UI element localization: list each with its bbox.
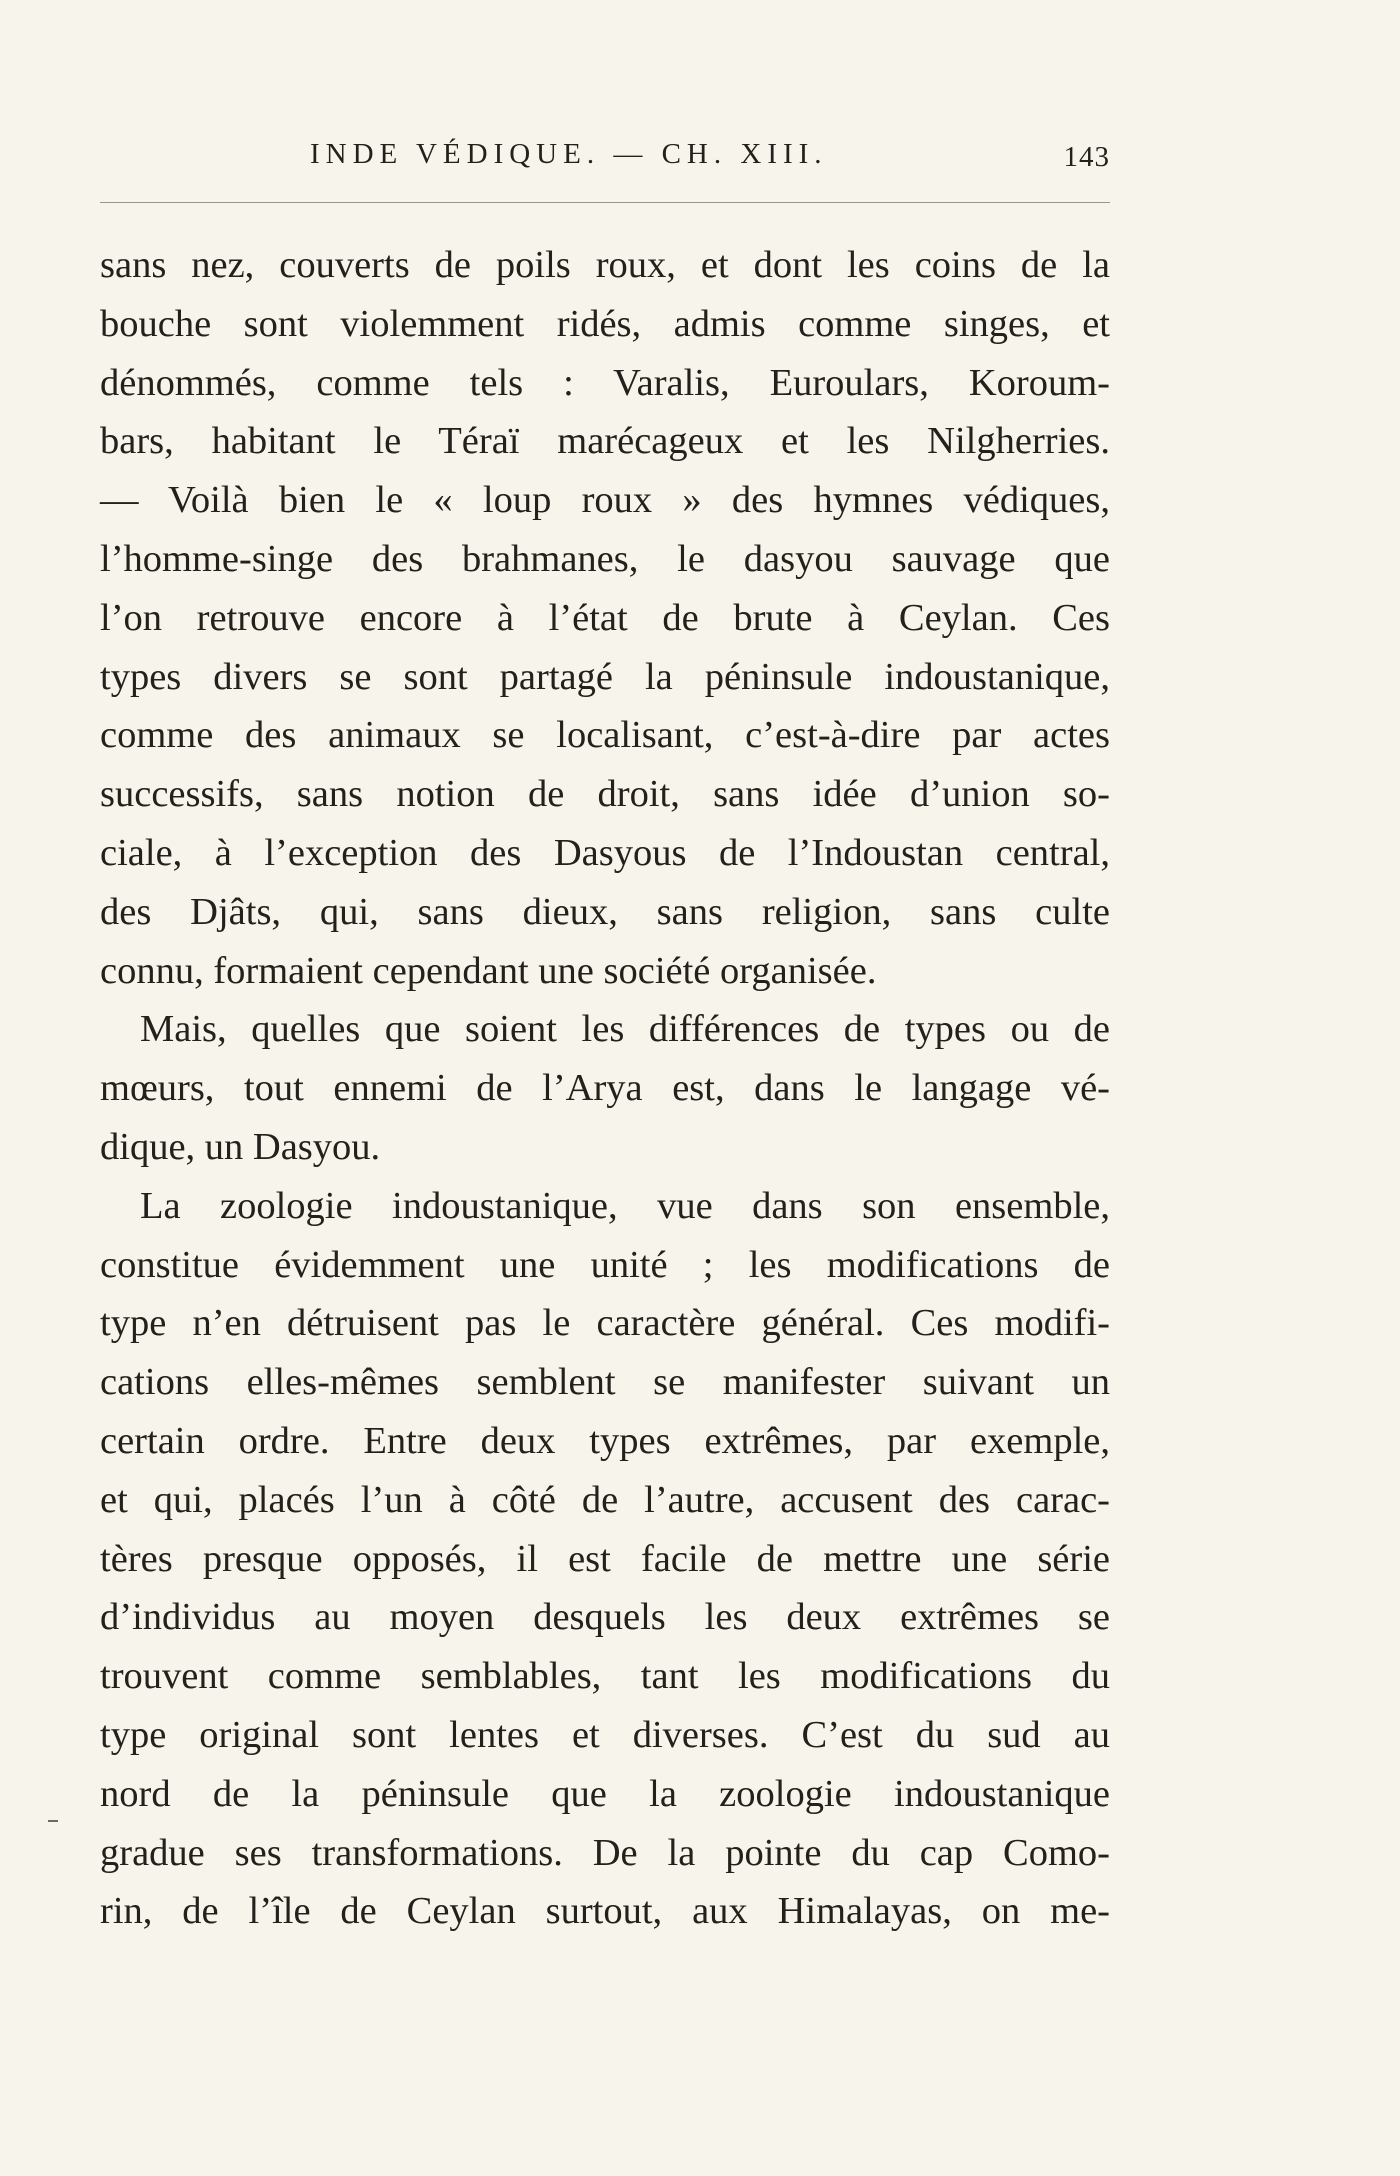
text-line: type original sont lentes et diverses. C’est du sud au [100, 1713, 1110, 1756]
text-line: types divers se sont partagé la péninsule indoustanique, [100, 655, 1110, 698]
running-header [100, 138, 1110, 184]
text-line: l’on retrouve encore à l’état de brute à Ceylan. Ces [100, 596, 1110, 639]
text-line: des Djâts, qui, sans dieux, sans religion, sans culte [100, 890, 1110, 933]
text-line: La zoologie indoustanique, vue dans son ensemble, [140, 1184, 1110, 1227]
page-number: 143 [1063, 141, 1110, 173]
text-line: d’individus au moyen desquels les deux extrêmes se [100, 1596, 1110, 1639]
text-line: et qui, placés l’un à côté de l’autre, accusent des carac- [100, 1478, 1110, 1521]
text-line: nord de la péninsule que la zoologie indoustanique [100, 1772, 1110, 1815]
text-line: trouvent comme semblables, tant les modifications du [100, 1655, 1110, 1698]
margin-mark [48, 1820, 58, 1822]
text-line: — Voilà bien le « loup roux » des hymnes védiques, [100, 479, 1110, 522]
text-line: successifs, sans notion de droit, sans idée d’union so- [100, 773, 1110, 816]
text-line: tères presque opposés, il est facile de mettre une série [100, 1537, 1110, 1580]
text-line: rin, de l’île de Ceylan surtout, aux Himalayas, on me- [100, 1890, 1110, 1933]
text-line: sans nez, couverts de poils roux, et dont les coins de la [100, 244, 1110, 286]
text-line: gradue ses transformations. De la pointe du cap Como- [100, 1831, 1110, 1874]
text-line: constitue évidemment une unité ; les modifications de [100, 1243, 1110, 1286]
text-line: dénommés, comme tels : Varalis, Euroulars, Koroum- [100, 361, 1110, 404]
text-line: connu, formaient cependant une société organisée. [100, 949, 877, 992]
text-line: l’homme-singe des brahmanes, le dasyou sauvage que [100, 537, 1110, 580]
text-line: comme des animaux se localisant, c’est-à-dire par actes [100, 714, 1110, 757]
text-line: bars, habitant le Téraï marécageux et les Nilgherries. [100, 420, 1110, 463]
text-line: bouche sont violemment ridés, admis comme singes, et [100, 302, 1110, 345]
header-rule [100, 202, 1110, 203]
running-title: INDE VÉDIQUE. — CH. XIII. [310, 138, 828, 170]
body-text [100, 236, 1110, 1941]
text-line: ciale, à l’exception des Dasyous de l’Indoustan central, [100, 831, 1110, 874]
text-line: type n’en détruisent pas le caractère général. Ces modifi- [100, 1302, 1110, 1345]
text-line: Mais, quelles que soient les différences de types ou de [140, 1008, 1110, 1051]
text-line: cations elles-mêmes semblent se manifester suivant un [100, 1361, 1110, 1404]
text-line: mœurs, tout ennemi de l’Arya est, dans le langage vé- [100, 1067, 1110, 1110]
text-line: dique, un Dasyou. [100, 1125, 381, 1168]
text-line: certain ordre. Entre deux types extrêmes, par exemple, [100, 1419, 1110, 1462]
